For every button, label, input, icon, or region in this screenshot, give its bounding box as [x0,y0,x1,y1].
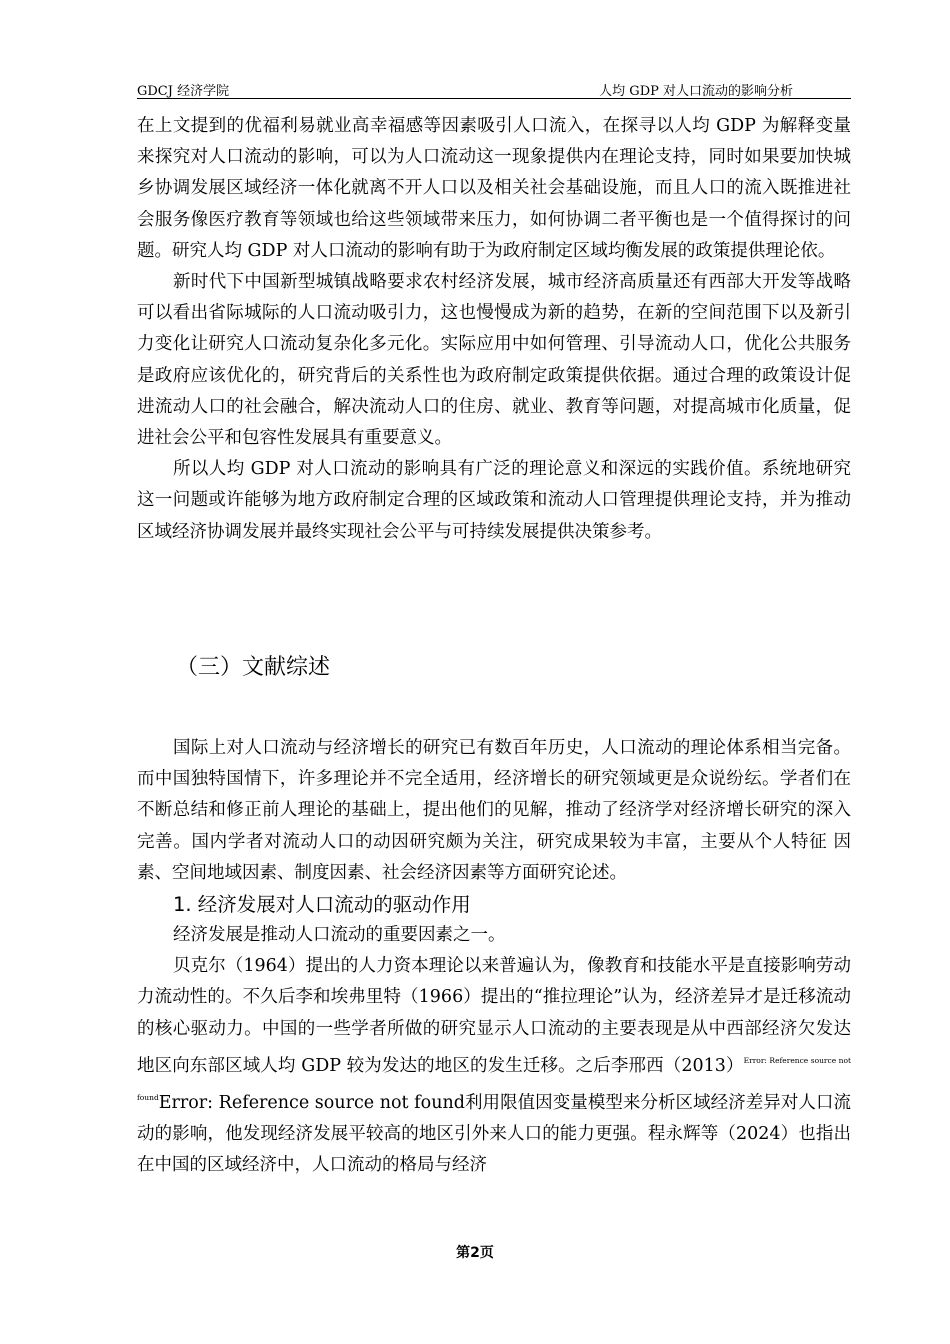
paragraph-2: 新时代下中国新型城镇战略要求农村经济发展，城市经济高质量还有西部大开发等战略可以看出省际城际的人口流动吸引力，这也慢慢成为新的趋势，在新的空间范围下以及新引力变化让研究人口流动复杂化多元化。实际应用中如何管理、引导流动人口，优化公共服务是政府应该优化的，研究背后的关系性也为政府制定政策提供依据。通过合理的政策设计促进流动人口的社会融合，解决流动人口的住房、就业、教育等问题，对提高城市化质量，促进社会公平和包容性发展具有重要意义。 [137,272,851,449]
subsection-paragraph-2 [137,951,851,1181]
review-paragraph: 国际上对人口流动与经济增长的研究已有数百年历史，人口流动的理论体系相当完备。而中国独特国情下，许多理论并不完全适用，经济增长的研究领域更是众说纷纭。学者们在不断总结和修正前人理论的基础上，提出他们的见解，推动了经济学对经济增长研究的深入完善。国内学者对流动人口的动因研究颇为关注，研究成果较为丰富，主要从个人特征 因素、空间地域因素、制度因素、社会经济因素等方面研究论述。 [137,738,851,883]
paragraph-text-after: 利用限值因变量模型来分析区域经济差异对人口流动的影响，他发现经济发展平较高的地区引外来人口的能力更强。程永辉等（2024）也指出在中国的区域经济中，人口流动的格局与经济 [137,1093,851,1176]
reference-error-text: Error: Reference source not found [158,1093,465,1114]
reference-error-superscript: Error: Reference source not found [137,1055,851,1103]
page-header [137,78,851,99]
body-bottom [137,733,851,1182]
paragraph-3: 所以人均 GDP 对人口流动的影响具有广泛的理论意义和深远的实践价值。系统地研究这一问题或许能够为地方政府制定合理的区域政策和流动人口管理提供理论支持，并为推动区域经济协调发展并最终实现社会公平与可持续发展提供决策参考。 [137,459,851,542]
header-left: GDCJ 经济学院 [137,84,230,99]
header-right: 人均 GDP 对人口流动的影响分析 [599,84,793,99]
subsection-title: 1. 经济发展对人口流动的驱动作用 [173,893,471,917]
body-top [137,111,851,548]
page-number: 第2页 [456,1245,494,1261]
paragraph-text-before: 贝克尔（1964）提出的人力资本理论以来普遍认为，像教育和技能水平是直接影响劳动力流动性的。不久后李和埃弗里特（1966）提出的“推拉理论”认为，经济差异才是迁移流动的核心驱动力。中国的一些学者所做的研究显示人口流动的主要表现是从中西部经济欠发达地区向东部区域人均 GDP 较为发达的地区的发生迁移。之后李邢西（2013） [137,956,851,1076]
paragraph-1: 在上文提到的优福利易就业高幸福感等因素吸引人口流入，在探寻以人均 GDP 为解释变量来探究对人口流动的影响，可以为人口流动这一现象提供内在理论支持，同时如果要加快城乡协调发展区域经济一体化就离不开人口以及相关社会基础设施，而且人口的流入既推进社会服务像医疗教育等领域也给这些领域带来压力，如何协调二者平衡也是一个值得探讨的问题。研究人均 GDP 对人口流动的影响有助于为政府制定区域均衡发展的政策提供理论依。 [137,116,851,261]
subsection-paragraph-1: 经济发展是推动人口流动的重要因素之一。 [173,925,506,946]
section-title: （三）文献综述 [176,655,331,680]
